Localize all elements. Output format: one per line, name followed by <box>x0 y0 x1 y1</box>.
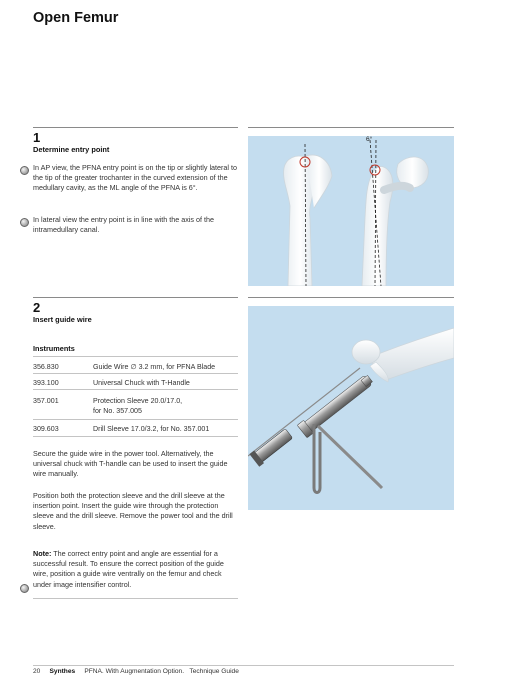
femur-lateral-view <box>362 140 428 286</box>
step1-bullet-2: In lateral view the entry point is in line with the axis of the intramedullary canal. <box>33 215 214 235</box>
step1-figure-rule <box>248 127 454 128</box>
instrument-code: 357.001 <box>33 397 59 405</box>
instrument-description: Drill Sleeve 17.0/3.2, for No. 357.001 <box>93 425 210 433</box>
femur-ap-view <box>284 144 332 286</box>
footer-rule <box>33 665 454 666</box>
femur-lateral-bone <box>352 328 454 382</box>
step1-bullet-1: In AP view, the PFNA entry point is on the tip or slightly lateral to the tip of the greater trochanter in the curved extension of the medullary cavity, as the ML angle of the PFNA is 6°. <box>33 163 238 193</box>
note-label: Note: <box>33 549 52 558</box>
step1-number: 1 <box>33 130 41 145</box>
guide-wire-figure <box>248 306 454 510</box>
step2-rule <box>33 297 238 298</box>
footer <box>33 668 239 675</box>
instrument-description: Guide Wire ∅ 3.2 mm, for PFNA Blade <box>93 363 216 371</box>
instrument-description: Protection Sleeve 20.0/17.0, for No. 357.005 <box>93 397 183 415</box>
note-rule <box>33 598 238 599</box>
page-number: 20 <box>33 668 41 675</box>
entry-point-figure <box>248 136 454 286</box>
step2-title: Insert guide wire <box>33 315 92 324</box>
instrument-description: Universal Chuck with T-Handle <box>93 379 190 387</box>
instrument-code: 356.830 <box>33 363 59 371</box>
row-divider <box>33 389 238 390</box>
step2-number: 2 <box>33 300 41 315</box>
step2-note <box>33 549 239 590</box>
femur-illustration <box>248 136 454 286</box>
step2-paragraph-2: Position both the protection sleeve and the drill sleeve at the insertion point. Insert the guide wire through the protection sleeve and the drill sleeve. Remove the power tool and the drill sleeve. <box>33 491 233 531</box>
universal-chuck <box>249 427 294 467</box>
protection-sleeve <box>297 372 375 438</box>
guide-wire-illustration <box>248 306 454 510</box>
instrument-code: 309.603 <box>33 425 59 433</box>
instruments-rule <box>33 356 238 357</box>
row-divider <box>33 373 238 374</box>
page-title: Open Femur <box>33 10 119 26</box>
footer-text: PFNA. With Augmentation Option. Technique Guide <box>84 668 239 675</box>
guide-wire <box>248 368 360 456</box>
step2-paragraph-1: Secure the guide wire in the power tool. Alternatively, the universal chuck with T-handle can be used to insert the guide wire manually. <box>33 449 228 479</box>
instruments-heading: Instruments <box>33 344 75 353</box>
bullet-icon <box>20 166 29 175</box>
instrument-code: 393.100 <box>33 379 59 387</box>
step1-title: Determine entry point <box>33 145 110 154</box>
step1-rule <box>33 127 238 128</box>
step2-figure-rule <box>248 297 454 298</box>
row-divider <box>33 419 238 420</box>
bullet-icon <box>20 218 29 227</box>
angle-label: 6° <box>366 136 373 143</box>
t-handle <box>314 424 382 493</box>
footer-brand: Synthes <box>49 668 76 675</box>
bullet-icon <box>20 584 29 593</box>
note-text: The correct entry point and angle are essential for a successful result. To ensure the correct position of the guide wire, position a guide wire ventrally on the femur and check under image intensifier control. <box>33 549 224 589</box>
row-divider <box>33 436 238 437</box>
